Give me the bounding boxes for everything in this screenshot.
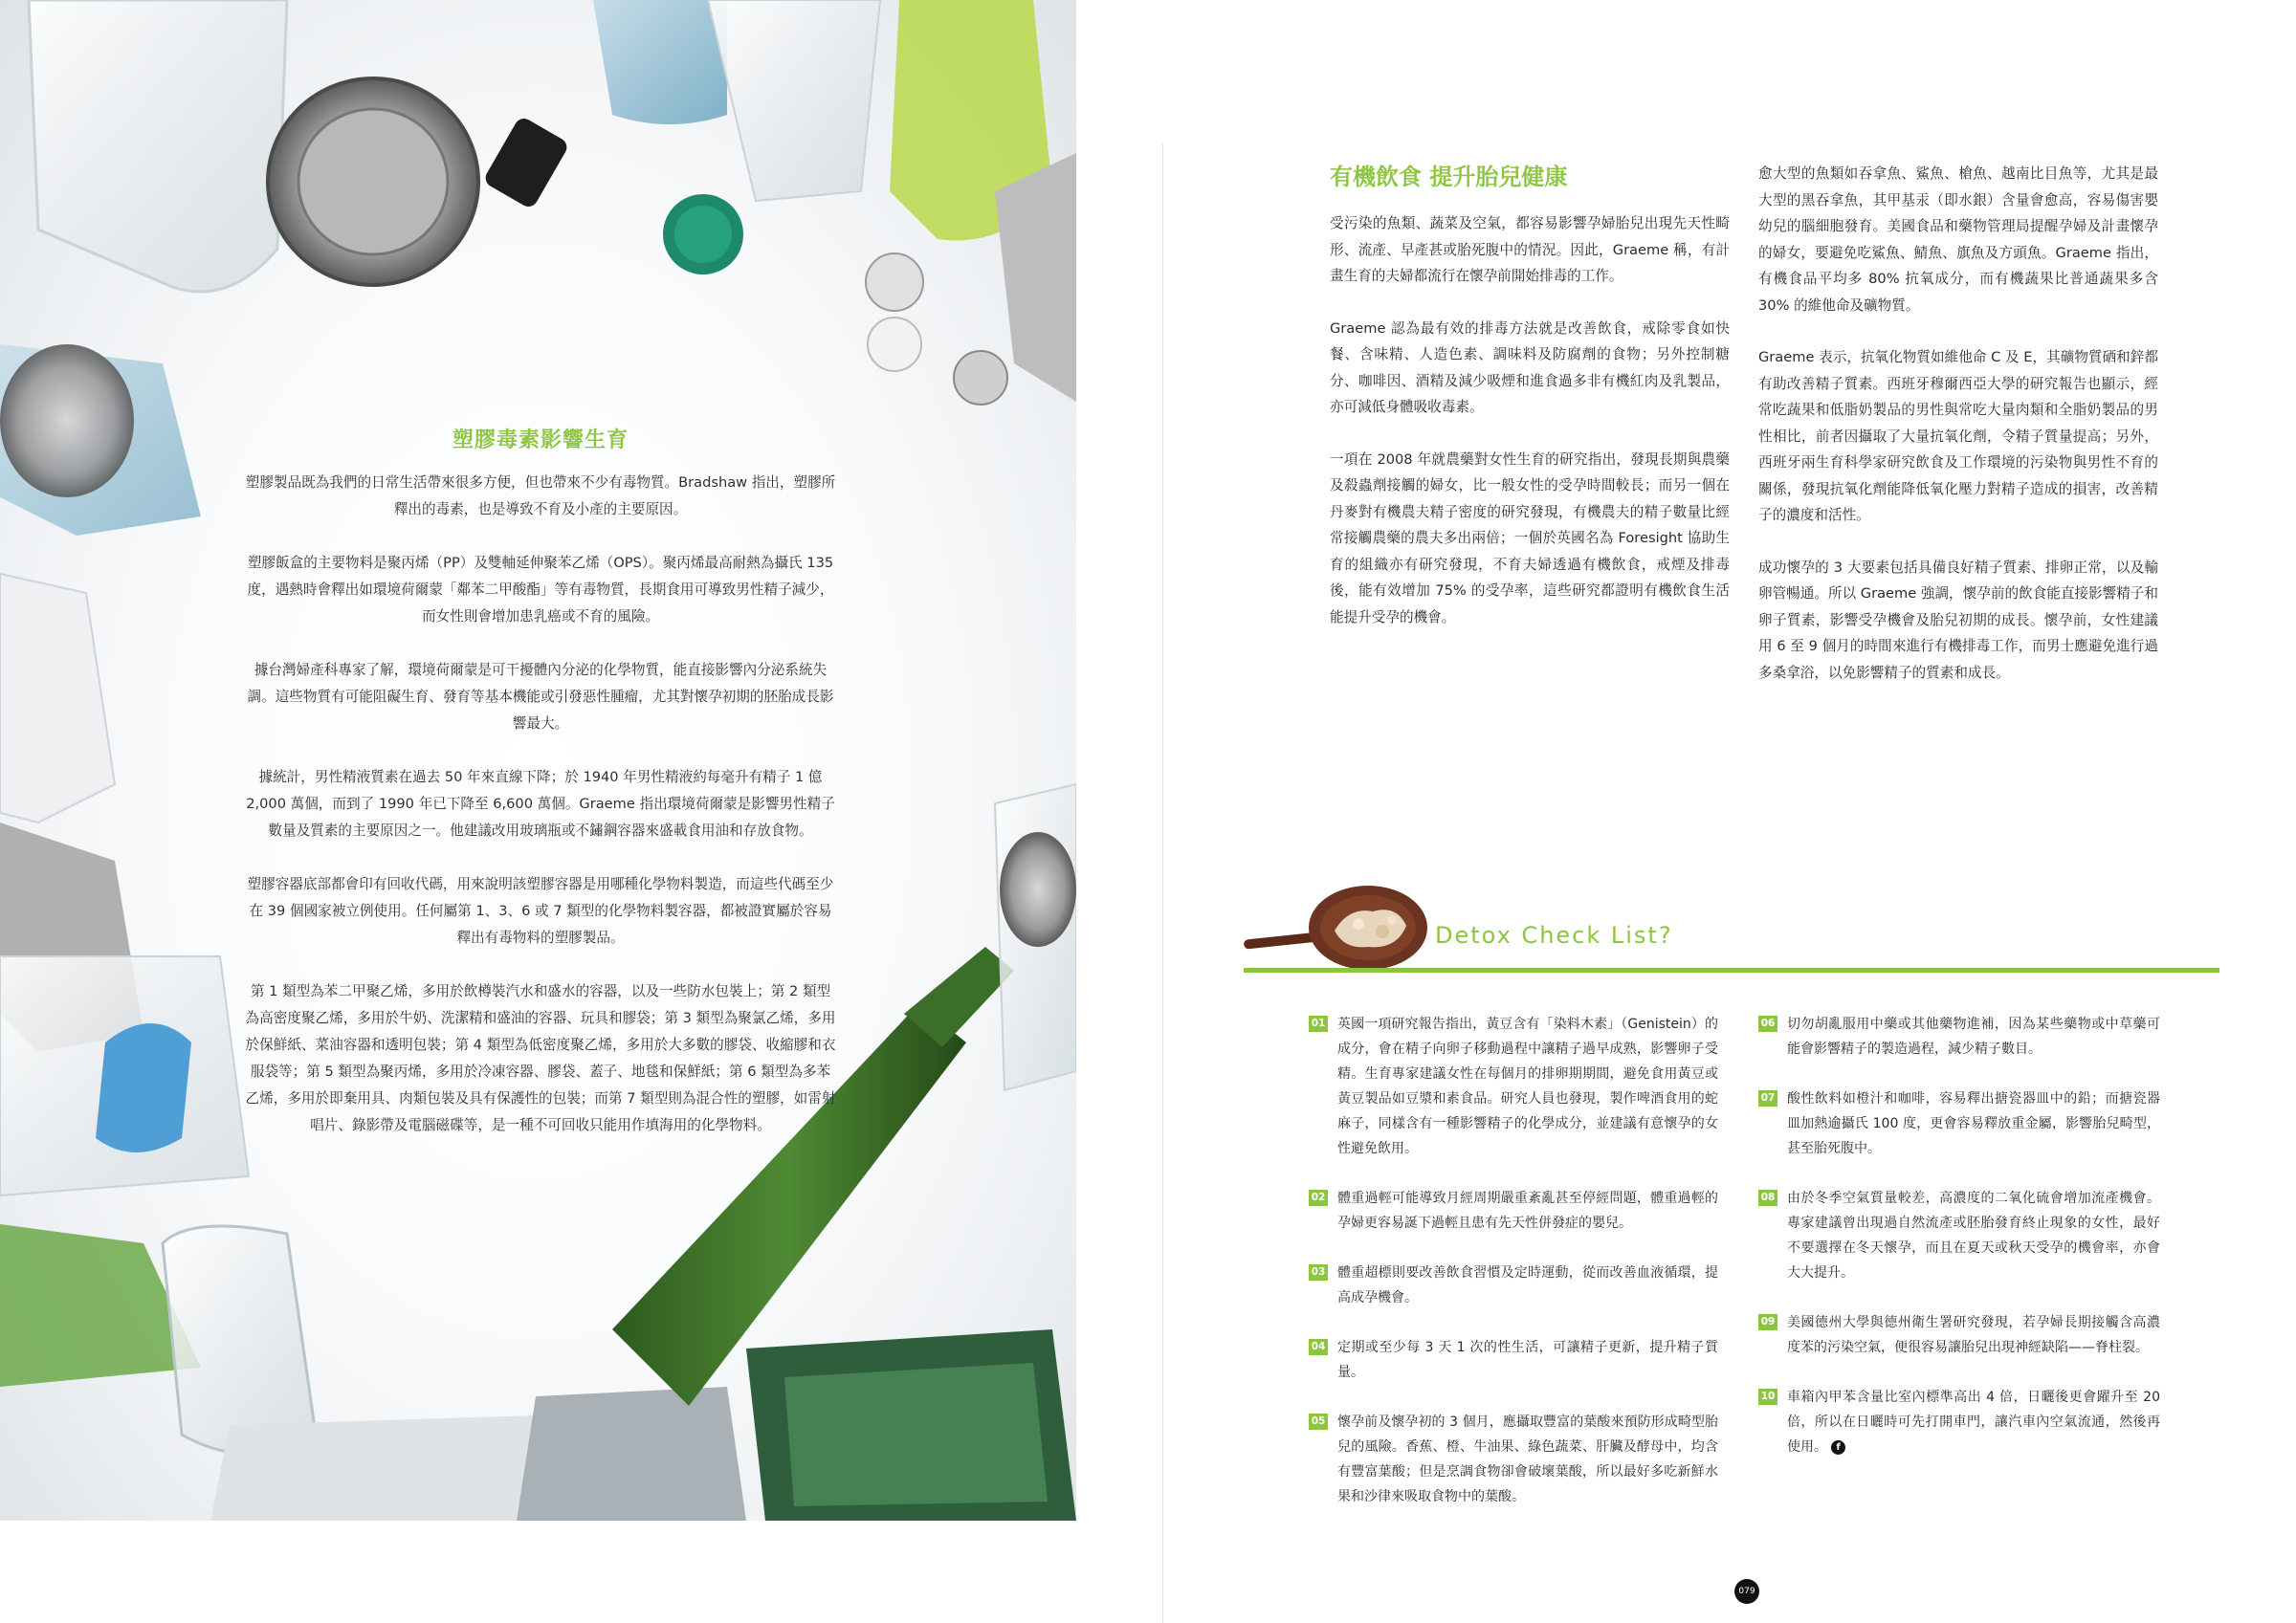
item-number: 07 [1758, 1090, 1777, 1107]
paragraph: Graeme 表示，抗氧化物質如維他命 C 及 E，其礦物質硒和鋅都有助改善精子質素。西班牙穆爾西亞大學的研究報告也顯示，經常吃蔬果和低脂奶製品的男性與常吃大量肉類和全脂奶製品的男性相比，前者因攝取了大量抗氧化劑，令精子質量提高；另外，西班牙兩生育科學家研究飲食及工作環境的污染物與男性不育的關係，發現抗氧化劑能降低氧化壓力對精子造成的損害，改善精子的濃度和活性。 [1758, 349, 2158, 523]
item-text: 體重過輕可能導致月經周期嚴重紊亂甚至停經問題，體重過輕的孕婦更容易誕下過輕且患有先天性併發症的嬰兒。 [1337, 1191, 1718, 1231]
item-text: 酸性飲料如橙汁和咖啡，容易釋出搪瓷器皿中的鉛；而搪瓷器皿加熱逾攝氏 100 度，更會容易釋放重金屬，影響胎兒畸型，甚至胎死腹中。 [1787, 1091, 2160, 1156]
item-text-body: 車箱內甲苯含量比室內標準高出 4 倍，日曬後更會躍升至 20 倍，所以在日曬時可先打開車門，讓汽車內空氣流通，然後再使用。 [1787, 1390, 2160, 1455]
paragraph: 第 1 類型為苯二甲聚乙烯，多用於飲樽裝汽水和盛水的容器，以及一些防水包裝上；第 2 類型為高密度聚乙烯，多用於牛奶、洗潔精和盛油的容器、玩具和膠袋；第 3 類型為聚氯乙烯，多用於保鮮紙、菜油容器和透明包裝；第 4 類型為低密度聚乙烯，多用於大多數的膠袋、收縮膠和衣服袋等；第 5 類型為聚丙烯，多用於冷凍容器、膠袋、蓋子、地毯和保鮮紙；第 6 類型為多苯乙烯，多用於即棄用具、肉類包裝及具有保護性的包裝；而第 7 類型則為混合性的塑膠，如雷射唱片、錄影帶及電腦磁碟等，是一種不可回收只能用作填海用的化學物料。 [245, 983, 836, 1133]
item-number: 02 [1309, 1190, 1328, 1206]
list-item [1758, 1086, 2160, 1161]
detox-title: Detox Check List? [1435, 922, 1673, 949]
item-number: 05 [1309, 1414, 1328, 1430]
item-text: 由於冬季空氣質量較差，高濃度的二氧化硫會增加流產機會。專家建議曾出現過自然流產或胚胎發育終止現象的女性，最好不要選擇在冬天懷孕，而且在夏天或秋天受孕的機會率，亦會大大提升。 [1787, 1191, 2160, 1281]
paragraph: 一項在 2008 年就農藥對女性生育的研究指出，發現長期與農藥及殺蟲劑接觸的婦女，比一般女性的受孕時間較長；而另一個在丹麥對有機農夫精子密度的研究發現，有機農夫的精子數量比經常接觸農藥的農夫多出兩倍；一個於英國名為 Foresight 協助生育的組織亦有研究發現，不育夫婦透過有機飲食，戒煙及排毒後，能有效增加 75% 的受孕率，這些研究都證明有機飲食生活能提升受孕的機會。 [1330, 450, 1730, 625]
paragraph: Graeme 認為最有效的排毒方法就是改善飲食，戒除零食如快餐、含味精、人造色素、調味料及防腐劑的食物；另外控制糖分、咖啡因、酒精及減少吸煙和進食過多非有機紅肉及乳製品，亦可減低身體吸收毒素。 [1330, 319, 1730, 415]
paragraph: 塑膠容器底部都會印有回收代碼，用來說明該塑膠容器是用哪種化學物料製造，而這些代碼至少在 39 個國家被立例使用。任何屬第 1、3、6 或 7 類型的化學物料製容器，都被證實屬於容易釋出有毒物料的塑膠製品。 [247, 876, 834, 946]
list-item [1309, 1335, 1718, 1385]
section-title: 塑膠毒素影響生育 [452, 428, 629, 452]
end-mark-icon: f [1831, 1440, 1845, 1455]
item-text: 美國德州大學與德州衛生署研究發現，若孕婦長期接觸含高濃度苯的污染空氣，便很容易讓胎兒出現神經缺陷——脊柱裂。 [1787, 1315, 2160, 1355]
detox-divider [1244, 968, 2219, 973]
item-text: 英國一項研究報告指出，黃豆含有「染料木素」（Genistein）的成分，會在精子向卵子移動過程中讓精子過早成熟，影響卵子受精。生育專家建議女性在每個月的排卵期期間，避免食用黃豆或黃豆製品如豆漿和素食品。研究人員也發現，製作啤酒食用的蛇麻子，同樣含有一種影響精子的化學成分，並建議有意懷孕的女性避免飲用。 [1337, 1017, 1718, 1156]
list-item [1309, 1261, 1718, 1310]
paragraph: 成功懷孕的 3 大要素包括具備良好精子質素、排卵正常，以及輸卵管暢通。所以 Graeme 強調，懷孕前的飲食能直接影響精子和卵子質素，影響受孕機會及胎兒初期的成長。懷孕前，女性建議用 6 至 9 個月的時間來進行有機排毒工作，而男士應避免進行過多桑拿浴，以免影響精子的質素和成長。 [1758, 559, 2158, 681]
checklist-left [1309, 1012, 1718, 1509]
checklist-right [1758, 1012, 2160, 1459]
item-number: 09 [1758, 1314, 1777, 1330]
detox-checklist-header [1244, 878, 2219, 974]
item-number: 06 [1758, 1016, 1777, 1032]
list-item [1758, 1310, 2160, 1360]
list-item [1309, 1186, 1718, 1236]
paragraph: 塑膠飯盒的主要物料是聚丙烯（PP）及雙軸延伸聚苯乙烯（OPS）。聚丙烯最高耐熱為攝氏 135 度，遇熱時會釋出如環境荷爾蒙「鄰苯二甲酸酯」等有毒物質，長期食用可導致男性精子減少，而女性則會增加患乳癌或不育的風險。 [247, 555, 834, 625]
left-page [0, 0, 1076, 1521]
organic-diet-column-1 [1330, 161, 1730, 656]
organic-diet-column-2 [1758, 161, 2158, 712]
section-title: 有機飲食 提升胎兒健康 [1330, 164, 1568, 190]
item-number: 10 [1758, 1389, 1777, 1405]
paragraph: 愈大型的魚類如吞拿魚、鯊魚、槍魚、越南比目魚等，尤其是最大型的黑吞拿魚，其甲基汞（即水銀）含量會愈高，容易傷害嬰幼兒的腦細胞發育。美國食品和藥物管理局提醒孕婦及計畫懷孕的婦女，要避免吃鯊魚、鯖魚、旗魚及方頭魚。Graeme 指出，有機食品平均多 80% 抗氧成分，而有機蔬果比普通蔬果多含 30% 的維他命及礦物質。 [1758, 165, 2158, 314]
list-item [1309, 1410, 1718, 1509]
list-item [1758, 1385, 2160, 1459]
item-text: 懷孕前及懷孕初的 3 個月，應攝取豐富的葉酸來預防形成畸型胎兒的風險。香蕉、橙、牛油果、綠色蔬菜、肝臟及酵母中，均含有豐富葉酸；但是烹調食物卻會破壞葉酸，所以最好多吃新鮮水果和沙律來吸取食物中的葉酸。 [1337, 1415, 1718, 1504]
item-number: 03 [1309, 1264, 1328, 1281]
paragraph: 據台灣婦產科專家了解，環境荷爾蒙是可干擾體內分泌的化學物質，能直接影響內分泌系統失調。這些物質有可能阻礙生育、發育等基本機能或引發惡性腫瘤，尤其對懷孕初期的胚胎成長影響最大。 [247, 662, 834, 732]
paragraph: 塑膠製品既為我們的日常生活帶來很多方便，但也帶來不少有毒物質。Bradshaw 指出，塑膠所釋出的毒素，也是導致不育及小產的主要原因。 [245, 474, 836, 517]
plastic-toxins-article [244, 426, 837, 1166]
item-text [1787, 1385, 2160, 1459]
spoon-with-powder-image [1244, 878, 1435, 974]
paragraph: 受污染的魚類、蔬菜及空氣，都容易影響孕婦胎兒出現先天性畸形、流產、早產甚或胎死腹中的情況。因此，Graeme 稱，有計畫生育的夫婦都流行在懷孕前開始排毒的工作。 [1330, 215, 1730, 284]
item-text: 切勿胡亂服用中藥或其他藥物進補，因為某些藥物或中草藥可能會影響精子的製造過程，減少精子數目。 [1787, 1017, 2160, 1057]
page-gutter-divider [1162, 143, 1163, 1623]
item-number: 04 [1309, 1339, 1328, 1355]
list-item [1758, 1186, 2160, 1285]
paragraph: 據統計，男性精液質素在過去 50 年來直線下降；於 1940 年男性精液約每毫升有精子 1 億 2,000 萬個，而到了 1990 年已下降至 6,600 萬個。Graeme 指出環境荷爾蒙是影響男性精子數量及質素的主要原因之一。他建議改用玻璃瓶或不鏽鋼容器來盛載食用油和存放食物。 [246, 769, 835, 839]
list-item [1309, 1012, 1718, 1161]
list-item [1758, 1012, 2160, 1062]
item-number: 08 [1758, 1190, 1777, 1206]
item-text: 定期或至少每 3 天 1 次的性生活，可讓精子更新，提升精子質量。 [1337, 1340, 1718, 1380]
item-text: 體重超標則要改善飲食習慣及定時運動，從而改善血液循環，提高成孕機會。 [1337, 1265, 1718, 1305]
page-number: 079 [1734, 1579, 1759, 1604]
item-number: 01 [1309, 1016, 1328, 1032]
